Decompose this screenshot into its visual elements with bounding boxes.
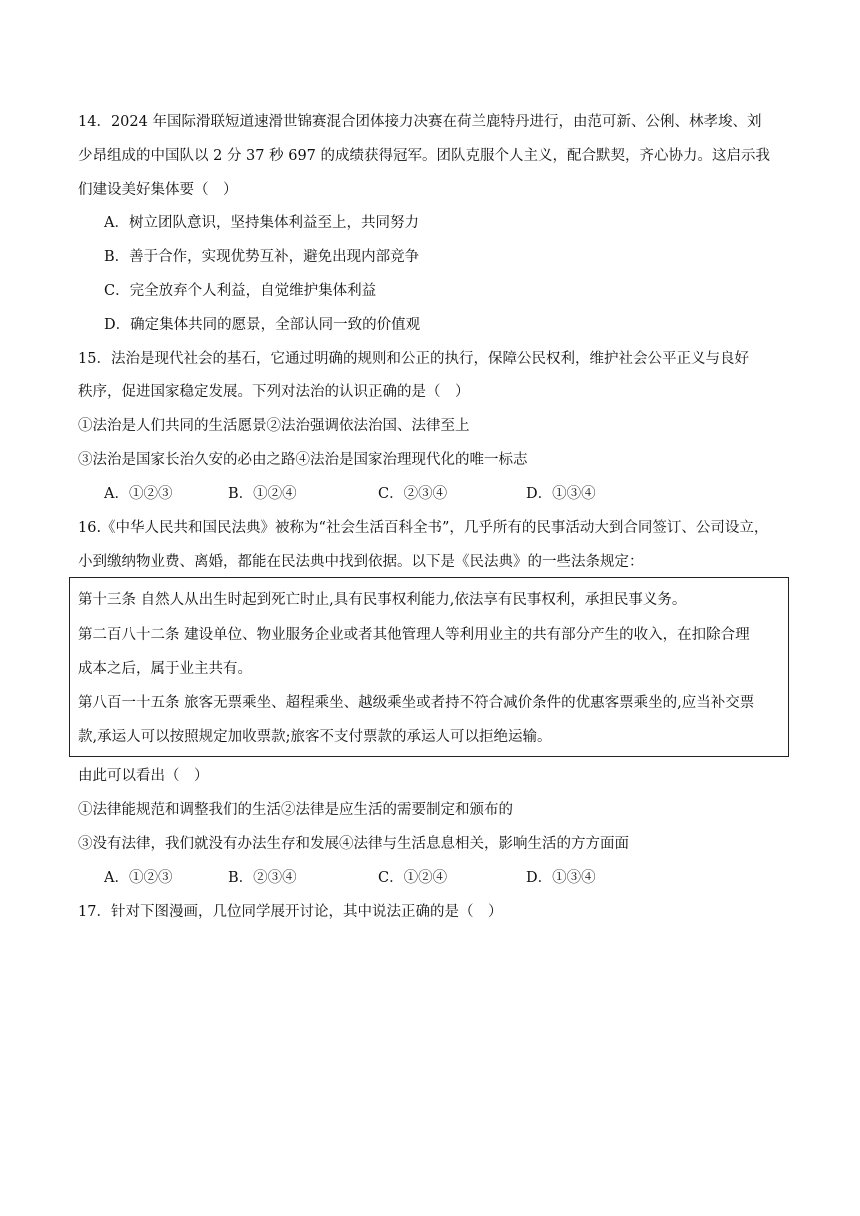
q16-stem-line-1: 16.《中华人民共和国民法典》被称为“社会生活百科全书”，几乎所有的民事活动大到合同签订、公司设立， bbox=[78, 520, 769, 536]
q16-statements-line-2: ③没有法律，我们就没有办法生存和发展④法律与生活息息相关，影响生活的方方面面 bbox=[78, 836, 629, 852]
q15-option-d: D．①③④ bbox=[526, 486, 596, 502]
q16-statements-line-1: ①法律能规范和调整我们的生活②法律是应生活的需要制定和颁布的 bbox=[78, 802, 513, 818]
q16-option-c: C．①②④ bbox=[378, 870, 448, 886]
q15-option-c: C．②③④ bbox=[378, 486, 448, 502]
excerpt-article-282-line-1: 第二百八十二条 建设单位、物业服务企业或者其他管理人等利用业主的共有部分产生的收入，在扣除合理 bbox=[78, 627, 750, 643]
q14-stem-line-2: 少昂组成的中国队以 2 分 37 秒 697 的成绩获得冠军。团队克服个人主义，配合默契，齐心协力。这启示我 bbox=[78, 148, 771, 164]
q17-stem: 17．针对下图漫画，几位同学展开讨论，其中说法正确的是（ ） bbox=[78, 904, 503, 920]
q14-option-c: C．完全放弃个人利益，自觉维护集体利益 bbox=[104, 283, 377, 299]
q16-option-d: D．①③④ bbox=[526, 870, 596, 886]
q16-options bbox=[104, 868, 804, 888]
q14-option-d: D．确定集体共同的愿景，全部认同一致的价值观 bbox=[104, 317, 421, 333]
q15-statements-line-1: ①法治是人们共同的生活愿景②法治强调依法治国、法律至上 bbox=[78, 418, 470, 434]
excerpt-article-13: 第十三条 自然人从出生时起到死亡时止,具有民事权利能力,依法享有民事权利，承担民事义务。 bbox=[78, 592, 687, 608]
q15-stem-line-1: 15．法治是现代社会的基石，它通过明确的规则和公正的执行，保障公民权利，维护社会公平正义与良好 bbox=[78, 351, 749, 367]
q14-option-b: B．善于合作，实现优势互补，避免出现内部竞争 bbox=[104, 249, 420, 265]
q14-stem-line-3: 们建设美好集体要（ ） bbox=[78, 182, 238, 198]
q16-lead: 由此可以看出（ ） bbox=[78, 768, 209, 784]
q16-option-a: A．①②③ bbox=[104, 870, 173, 886]
q15-option-a: A．①②③ bbox=[104, 486, 173, 502]
excerpt-article-815-line-1: 第八百一十五条 旅客无票乘坐、超程乘坐、越级乘坐或者持不符合减价条件的优惠客票乘坐的,应当补交票 bbox=[78, 695, 755, 711]
excerpt-article-815-line-2: 款,承运人可以按照规定加收票款;旅客不支付票款的承运人可以拒绝运输。 bbox=[78, 729, 552, 745]
q16-stem-line-2: 小到缴纳物业费、离婚，都能在民法典中找到依据。以下是《民法典》的一些法条规定： bbox=[78, 554, 644, 570]
q15-stem-line-2: 秩序，促进国家稳定发展。下列对法治的认识正确的是（ ） bbox=[78, 384, 470, 400]
q15-statements-line-2: ③法治是国家长治久安的必由之路④法治是国家治理现代化的唯一标志 bbox=[78, 452, 528, 468]
civil-code-excerpt-box bbox=[69, 577, 789, 757]
q14-option-a: A．树立团队意识，坚持集体利益至上，共同努力 bbox=[104, 215, 419, 231]
q16-option-b: B．②③④ bbox=[228, 870, 297, 886]
q14-stem-line-1: 14．2024 年国际滑联短道速滑世锦赛混合团体接力决赛在荷兰鹿特丹进行，由范可新、公俐、林孝埈、刘 bbox=[78, 114, 762, 130]
q15-option-b: B．①②④ bbox=[228, 486, 297, 502]
excerpt-article-282-line-2: 成本之后，属于业主共有。 bbox=[78, 661, 252, 677]
q15-options bbox=[104, 484, 804, 504]
